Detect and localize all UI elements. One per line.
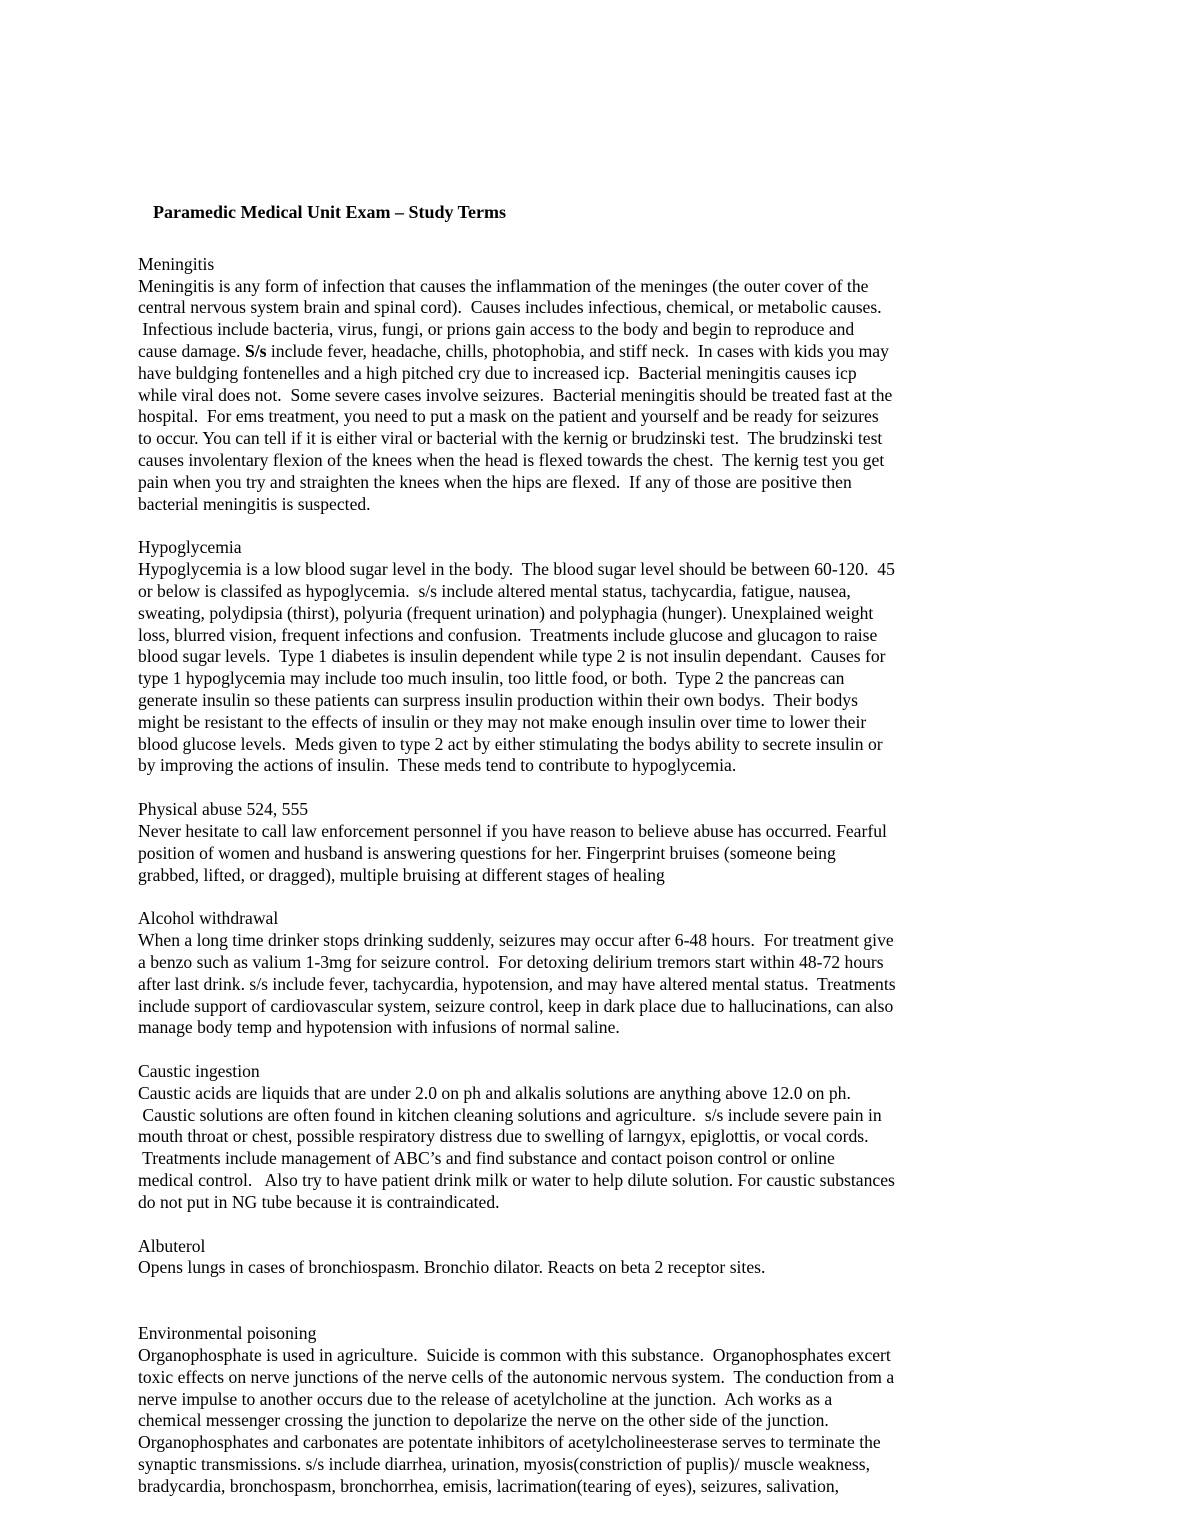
paragraph-line: bradycardia, bronchospasm, bronchorrhea, emisis, lacrimation(tearing of eyes), seizures, salivation, [138,1475,840,1496]
paragraph-line: medical control. Also try to have patient drink milk or water to help dilute solution. For caustic substances [138,1170,895,1191]
paragraph-line: synaptic transmissions. s/s include diarrhea, urination, myosis(constriction of puplis)/ muscle weakness, [138,1454,870,1475]
paragraph-line: Never hesitate to call law enforcement personnel if you have reason to believe abuse has occurred. Fearful [138,820,887,841]
paragraph-line: include support of cardiovascular system, seizure control, keep in dark place due to hallucinations, can also [138,995,894,1016]
term-section-hypoglycemia [138,537,1060,777]
paragraph-line: Hypoglycemia is a low blood sugar level in the body. The blood sugar level should be between 60-120. 45 [138,559,895,580]
paragraph-line: a benzo such as valium 1-3mg for seizure control. For detoxing delirium tremors start within 48-72 hours [138,951,884,972]
term-section-caustic-ingestion [138,1061,1060,1214]
term-section-physical-abuse-524-555 [138,799,1060,886]
document-title: Paramedic Medical Unit Exam – Study Terms [153,202,506,222]
paragraph-line: blood sugar levels. Type 1 diabetes is insulin dependent while type 2 is not insulin dependant. Causes for [138,646,886,667]
term-section-environmental-poisoning [138,1323,1060,1497]
section-heading: Physical abuse 524, 555 [138,799,309,820]
paragraph-line: nerve impulse to another occurs due to the release of acetylcholine at the junction. Ach works as a [138,1388,833,1409]
paragraph-line: causes involentary flexion of the knees when the head is flexed towards the chest. The kernig test you get [138,449,885,470]
section-heading: Meningitis [138,253,215,274]
paragraph-line: hospital. For ems treatment, you need to put a mask on the patient and yourself and be ready for seizures [138,406,879,427]
paragraph-line: Infectious include bacteria, virus, fungi, or prions gain access to the body and begin to reproduce and [138,319,855,340]
paragraph-line: chemical messenger crossing the junction to depolarize the nerve on the other side of the junction. [138,1410,829,1431]
paragraph-line: or below is classifed as hypoglycemia. s/s include altered mental status, tachycardia, fatigue, nausea, [138,580,851,601]
paragraph-line: Organophosphate is used in agriculture. Suicide is common with this substance. Organophosphates excert [138,1345,891,1366]
paragraph-line: grabbed, lifted, or dragged), multiple bruising at different stages of healing [138,864,665,885]
section-heading: Caustic ingestion [138,1061,260,1082]
paragraph-line: When a long time drinker stops drinking suddenly, seizures may occur after 6-48 hours. For treatment give [138,930,894,951]
paragraph-line: Organophosphates and carbonates are potentate inhibitors of acetylcholineesterase serves to terminate the [138,1432,881,1453]
paragraph-line: sweating, polydipsia (thirst), polyuria (frequent urination) and polyphagia (hunger). Unexplained weight [138,602,874,623]
paragraph-line: toxic effects on nerve junctions of the nerve cells of the autonomic nervous system. The conduction from a [138,1366,895,1387]
section-heading: Albuterol [138,1235,206,1256]
paragraph-line: by improving the actions of insulin. These meds tend to contribute to hypoglycemia. [138,755,737,776]
paragraph-line: while viral does not. Some severe cases involve seizures. Bacterial meningitis should be treated fast at the [138,384,893,405]
paragraph-line: generate insulin so these patients can surpress insulin production within their own bodys. Their bodys [138,689,858,710]
paragraph-line: Opens lungs in cases of bronchiospasm. Bronchio dilator. Reacts on beta 2 receptor sites. [138,1257,766,1278]
paragraph-line [138,341,1060,363]
bold-text-run: S/s [244,340,267,361]
section-heading: Environmental poisoning [138,1323,317,1344]
term-section-meningitis [138,254,1060,516]
paragraph-line: manage body temp and hypotension with infusions of normal saline. [138,1017,620,1038]
paragraph-line: central nervous system brain and spinal cord). Causes includes infectious, chemical, or metabolic causes. [138,297,882,318]
paragraph-line: type 1 hypoglycemia may include too much insulin, too little food, or both. Type 2 the pancreas can [138,668,845,689]
term-section-albuterol [138,1236,1060,1280]
paragraph-line: pain when you try and straighten the knees when the hips are flexed. If any of those are positive then [138,471,852,492]
paragraph-line: loss, blurred vision, frequent infections and confusion. Treatments include glucose and glucagon to raise [138,624,878,645]
paragraph-line: Caustic solutions are often found in kitchen cleaning solutions and agriculture. s/s include severe pain in [138,1104,882,1125]
paragraph-line: do not put in NG tube because it is contraindicated. [138,1191,500,1212]
paragraph-line: mouth throat or chest, possible respiratory distress due to swelling of larngyx, epiglottis, or vocal cords. [138,1126,869,1147]
paragraph-line: have buldging fontenelles and a high pitched cry due to increased icp. Bacterial meningitis causes icp [138,362,857,383]
paragraph-line: position of women and husband is answering questions for her. Fingerprint bruises (someone being [138,842,836,863]
paragraph-line: might be resistant to the effects of insulin or they may not make enough insulin over time to lower their [138,711,867,732]
text-run: include fever, headache, chills, photophobia, and stiff neck. In cases with kids you may [266,340,889,361]
term-section-alcohol-withdrawal [138,908,1060,1039]
paragraph-line: after last drink. s/s include fever, tachycardia, hypotension, and may have altered mental status. Treatments [138,973,896,994]
paragraph-line: Caustic acids are liquids that are under 2.0 on ph and alkalis solutions are anything above 12.0 on ph. [138,1082,851,1103]
paragraph-line: to occur. You can tell if it is either viral or bacterial with the kernig or brudzinski test. The brudzinski test [138,428,883,449]
text-run: cause damage. [138,340,245,361]
paragraph-line: Treatments include management of ABC’s and find substance and contact poison control or online [138,1148,835,1169]
section-heading: Alcohol withdrawal [138,908,279,929]
section-heading: Hypoglycemia [138,537,242,558]
paragraph-line: blood glucose levels. Meds given to type 2 act by either stimulating the bodys ability to secrete insulin or [138,733,883,754]
document-sections [138,254,1060,1498]
paragraph-line: bacterial meningitis is suspected. [138,493,371,514]
paragraph-line: Meningitis is any form of infection that causes the inflammation of the meninges (the outer cover of the [138,275,869,296]
